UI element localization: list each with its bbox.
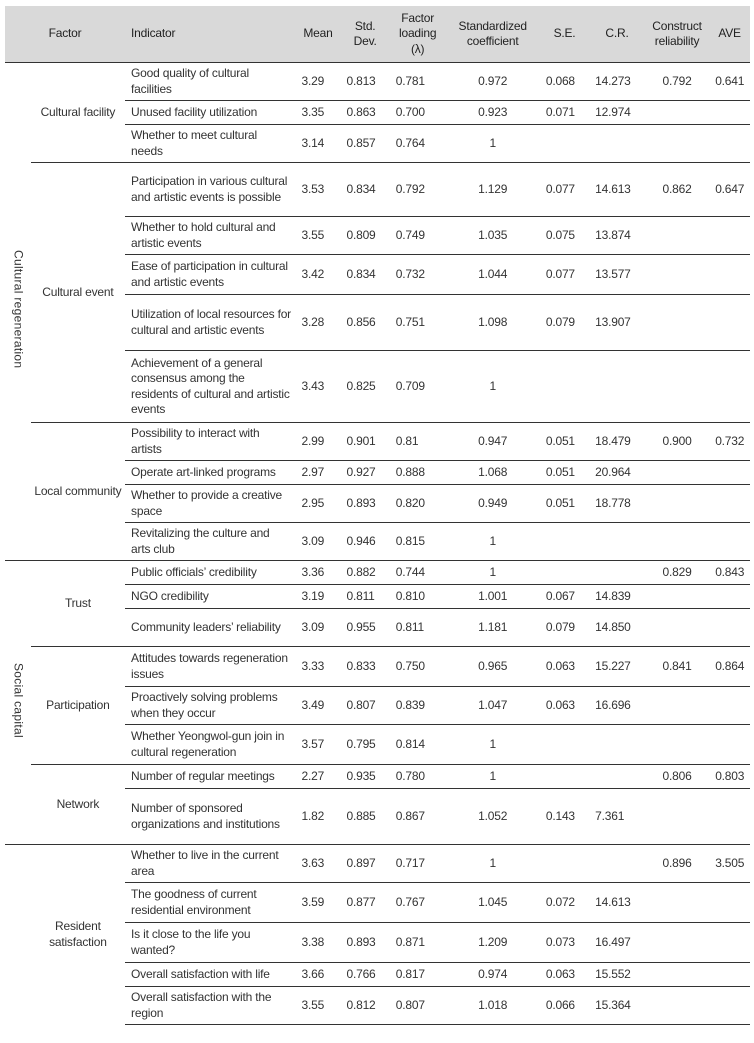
standardized-coefficient-value: 1.181 — [446, 609, 540, 647]
std-dev-value: 0.834 — [341, 255, 390, 295]
header-factor-loading — [390, 6, 446, 63]
header-se-label: S.E. — [553, 26, 576, 41]
std-dev-value: 0.885 — [341, 789, 390, 845]
factor-loading-value: 0.744 — [390, 561, 446, 585]
table-body — [5, 63, 750, 1025]
standardized-coefficient-value: 0.949 — [446, 485, 540, 523]
factor-loading-value: 0.792 — [390, 163, 446, 217]
std-dev-value: 0.893 — [341, 485, 390, 523]
standardized-coefficient-value: 1.047 — [446, 687, 540, 725]
ave-value — [709, 485, 750, 523]
construct-reliability-value — [645, 295, 709, 351]
table-row — [5, 765, 750, 789]
indicator-cell: Whether to hold cultural and artistic events — [125, 217, 295, 255]
se-value — [540, 845, 589, 883]
indicator-cell: Number of sponsored organizations and institutions — [125, 789, 295, 845]
indicator-cell: Attitudes towards regeneration issues — [125, 647, 295, 687]
factor-loading-value: 0.871 — [390, 923, 446, 963]
header-ave-label: AVE — [718, 26, 741, 41]
indicator-cell: Is it close to the life you wanted? — [125, 923, 295, 963]
indicator-cell: Good quality of cultural facilities — [125, 63, 295, 101]
construct-reliability-value: 0.829 — [645, 561, 709, 585]
factor-loading-value: 0.888 — [390, 461, 446, 485]
cr-value — [589, 125, 645, 163]
construct-reliability-value — [645, 963, 709, 987]
std-dev-value: 0.833 — [341, 647, 390, 687]
cr-value: 14.850 — [589, 609, 645, 647]
construct-reliability-value — [645, 987, 709, 1025]
cr-value: 18.778 — [589, 485, 645, 523]
factor-loading-value: 0.807 — [390, 987, 446, 1025]
se-value: 0.063 — [540, 687, 589, 725]
mean-value: 3.43 — [295, 351, 340, 423]
ave-value — [709, 585, 750, 609]
construct-reliability-value — [645, 609, 709, 647]
cr-value: 15.364 — [589, 987, 645, 1025]
se-value: 0.063 — [540, 963, 589, 987]
construct-reliability-value: 0.841 — [645, 647, 709, 687]
cr-value — [589, 561, 645, 585]
mean-value: 3.49 — [295, 687, 340, 725]
indicator-cell: Overall satisfaction with life — [125, 963, 295, 987]
ave-value — [709, 255, 750, 295]
cr-value: 12.974 — [589, 101, 645, 125]
cr-value: 15.227 — [589, 647, 645, 687]
ave-value — [709, 883, 750, 923]
table-row — [5, 163, 750, 217]
group-label: Cultural regeneration — [11, 250, 26, 369]
mean-value: 3.35 — [295, 101, 340, 125]
factor-loading-value: 0.820 — [390, 485, 446, 523]
ave-value — [709, 295, 750, 351]
ave-value — [709, 963, 750, 987]
standardized-coefficient-value: 1 — [446, 523, 540, 561]
header-std-dev-line1: Std. — [354, 18, 376, 33]
ave-value — [709, 101, 750, 125]
construct-reliability-value — [645, 101, 709, 125]
factor-loading-value: 0.839 — [390, 687, 446, 725]
construct-reliability-value: 0.806 — [645, 765, 709, 789]
standardized-coefficient-value: 1 — [446, 845, 540, 883]
se-value: 0.071 — [540, 101, 589, 125]
se-value: 0.073 — [540, 923, 589, 963]
indicator-cell: Community leaders’ reliability — [125, 609, 295, 647]
indicator-cell: The goodness of current residential environment — [125, 883, 295, 923]
mean-value: 3.53 — [295, 163, 340, 217]
indicator-cell: Number of regular meetings — [125, 765, 295, 789]
indicator-cell: Whether to provide a creative space — [125, 485, 295, 523]
header-loading-line3: (λ) — [410, 41, 425, 56]
standardized-coefficient-value: 0.974 — [446, 963, 540, 987]
se-value: 0.077 — [540, 255, 589, 295]
header-row — [5, 6, 750, 63]
se-value: 0.066 — [540, 987, 589, 1025]
indicator-cell: Whether to meet cultural needs — [125, 125, 295, 163]
std-dev-value: 0.877 — [341, 883, 390, 923]
ave-value — [709, 725, 750, 765]
header-std-dev-line2: Dev. — [353, 34, 377, 48]
factor-label: Resident satisfaction — [31, 845, 125, 1025]
construct-reliability-value — [645, 923, 709, 963]
se-value: 0.063 — [540, 647, 589, 687]
std-dev-value: 0.946 — [341, 523, 390, 561]
std-dev-value: 0.882 — [341, 561, 390, 585]
mean-value: 3.66 — [295, 963, 340, 987]
header-indicator — [125, 6, 295, 63]
mean-value: 3.33 — [295, 647, 340, 687]
std-dev-value: 0.825 — [341, 351, 390, 423]
construct-reliability-value — [645, 585, 709, 609]
indicator-cell: Ease of participation in cultural and artistic events — [125, 255, 295, 295]
cr-value: 15.552 — [589, 963, 645, 987]
std-dev-value: 0.809 — [341, 217, 390, 255]
construct-reliability-value — [645, 687, 709, 725]
standardized-coefficient-value: 1 — [446, 725, 540, 765]
cr-value: 20.964 — [589, 461, 645, 485]
table-row — [5, 423, 750, 461]
se-value: 0.051 — [540, 485, 589, 523]
construct-reliability-value: 0.862 — [645, 163, 709, 217]
header-construct-line1: Construct — [652, 18, 702, 33]
standardized-coefficient-value: 1.018 — [446, 987, 540, 1025]
mean-value: 2.97 — [295, 461, 340, 485]
std-dev-value: 0.927 — [341, 461, 390, 485]
factor-label: Local community — [31, 423, 125, 561]
ave-value — [709, 923, 750, 963]
ave-value: 0.843 — [709, 561, 750, 585]
mean-value: 3.63 — [295, 845, 340, 883]
indicator-cell: Public officials’ credibility — [125, 561, 295, 585]
cr-value: 13.577 — [589, 255, 645, 295]
ave-value: 0.803 — [709, 765, 750, 789]
std-dev-value: 0.795 — [341, 725, 390, 765]
se-value — [540, 125, 589, 163]
table-row — [5, 561, 750, 585]
std-dev-value: 0.857 — [341, 125, 390, 163]
factor-label: Network — [31, 765, 125, 845]
mean-value: 3.38 — [295, 923, 340, 963]
ave-value — [709, 351, 750, 423]
cr-value: 7.361 — [589, 789, 645, 845]
cr-value: 18.479 — [589, 423, 645, 461]
table-row — [5, 647, 750, 687]
ave-value: 0.864 — [709, 647, 750, 687]
standardized-coefficient-value: 1.098 — [446, 295, 540, 351]
standardized-coefficient-value: 1.035 — [446, 217, 540, 255]
standardized-coefficient-value: 1 — [446, 765, 540, 789]
standardized-coefficient-value: 0.972 — [446, 63, 540, 101]
factor-label: Cultural facility — [31, 63, 125, 163]
header-std-dev — [341, 6, 390, 63]
mean-value: 3.55 — [295, 217, 340, 255]
construct-reliability-value: 0.792 — [645, 63, 709, 101]
table-header — [5, 6, 750, 63]
group-label-cell — [5, 561, 31, 845]
se-value: 0.079 — [540, 295, 589, 351]
construct-reliability-value — [645, 255, 709, 295]
standardized-coefficient-value: 0.947 — [446, 423, 540, 461]
indicator-cell: Overall satisfaction with the region — [125, 987, 295, 1025]
factor-loading-value: 0.750 — [390, 647, 446, 687]
se-value — [540, 725, 589, 765]
std-dev-value: 0.856 — [341, 295, 390, 351]
construct-reliability-value — [645, 125, 709, 163]
header-standardized-coefficient — [446, 6, 540, 63]
header-factor-label: Factor — [48, 26, 82, 41]
mean-value: 3.19 — [295, 585, 340, 609]
cr-value: 14.613 — [589, 883, 645, 923]
construct-reliability-value: 0.900 — [645, 423, 709, 461]
std-dev-value: 0.863 — [341, 101, 390, 125]
se-value: 0.079 — [540, 609, 589, 647]
construct-reliability-value — [645, 351, 709, 423]
group-label: Social capital — [11, 662, 26, 738]
cr-value: 16.696 — [589, 687, 645, 725]
standardized-coefficient-value: 1.045 — [446, 883, 540, 923]
factor-loading-value: 0.814 — [390, 725, 446, 765]
header-coef-line2: coefficient — [466, 34, 519, 48]
group-label-cell — [5, 63, 31, 561]
ave-value — [709, 687, 750, 725]
ave-value: 0.732 — [709, 423, 750, 461]
factor-loading-value: 0.780 — [390, 765, 446, 789]
table-row — [5, 845, 750, 883]
ave-value: 0.641 — [709, 63, 750, 101]
cr-value: 16.497 — [589, 923, 645, 963]
mean-value: 3.59 — [295, 883, 340, 923]
mean-value: 1.82 — [295, 789, 340, 845]
group-label-cell — [5, 845, 31, 1025]
indicator-cell: Achievement of a general consensus among the residents of cultural and artistic events — [125, 351, 295, 423]
factor-loading-value: 0.749 — [390, 217, 446, 255]
header-mean — [295, 6, 340, 63]
cr-value — [589, 351, 645, 423]
se-value: 0.072 — [540, 883, 589, 923]
std-dev-value: 0.813 — [341, 63, 390, 101]
header-construct-reliability — [645, 6, 709, 63]
standardized-coefficient-value: 0.965 — [446, 647, 540, 687]
standardized-coefficient-value: 0.923 — [446, 101, 540, 125]
factor-loading-value: 0.767 — [390, 883, 446, 923]
mean-value: 2.99 — [295, 423, 340, 461]
ave-value — [709, 789, 750, 845]
standardized-coefficient-value: 1.209 — [446, 923, 540, 963]
standardized-coefficient-value: 1.001 — [446, 585, 540, 609]
standardized-coefficient-value: 1 — [446, 351, 540, 423]
header-coef-line1: Standardized — [458, 18, 527, 33]
factor-loading-value: 0.815 — [390, 523, 446, 561]
header-se — [540, 6, 589, 63]
ave-value: 0.647 — [709, 163, 750, 217]
cr-value — [589, 765, 645, 789]
factor-loading-value: 0.781 — [390, 63, 446, 101]
ave-value — [709, 523, 750, 561]
mean-value: 3.09 — [295, 523, 340, 561]
cr-value: 13.874 — [589, 217, 645, 255]
se-value — [540, 523, 589, 561]
cr-value: 13.907 — [589, 295, 645, 351]
standardized-coefficient-value: 1.129 — [446, 163, 540, 217]
standardized-coefficient-value: 1.044 — [446, 255, 540, 295]
se-value — [540, 765, 589, 789]
header-cr-label: C.R. — [605, 26, 629, 41]
ave-value — [709, 987, 750, 1025]
std-dev-value: 0.935 — [341, 765, 390, 789]
factor-label: Participation — [31, 647, 125, 765]
se-value: 0.067 — [540, 585, 589, 609]
factor-loading-value: 0.867 — [390, 789, 446, 845]
factor-loading-value: 0.817 — [390, 963, 446, 987]
construct-reliability-value — [645, 883, 709, 923]
header-loading-line2: loading — [399, 26, 437, 41]
se-value — [540, 351, 589, 423]
mean-value: 3.09 — [295, 609, 340, 647]
mean-value: 2.27 — [295, 765, 340, 789]
cr-value — [589, 523, 645, 561]
factor-loading-value: 0.810 — [390, 585, 446, 609]
std-dev-value: 0.811 — [341, 585, 390, 609]
header-ave — [709, 6, 750, 63]
se-value — [540, 561, 589, 585]
header-loading-line1: Factor — [401, 10, 435, 25]
construct-reliability-value — [645, 217, 709, 255]
se-value: 0.051 — [540, 423, 589, 461]
factor-loading-value: 0.732 — [390, 255, 446, 295]
se-value: 0.143 — [540, 789, 589, 845]
std-dev-value: 0.897 — [341, 845, 390, 883]
mean-value: 2.95 — [295, 485, 340, 523]
standardized-coefficient-value: 1 — [446, 125, 540, 163]
factor-loading-value: 0.81 — [390, 423, 446, 461]
factor-loading-value: 0.717 — [390, 845, 446, 883]
std-dev-value: 0.901 — [341, 423, 390, 461]
std-dev-value: 0.955 — [341, 609, 390, 647]
ave-value — [709, 461, 750, 485]
se-value: 0.077 — [540, 163, 589, 217]
std-dev-value: 0.766 — [341, 963, 390, 987]
mean-value: 3.14 — [295, 125, 340, 163]
header-factor — [5, 6, 125, 63]
factor-loading-value: 0.700 — [390, 101, 446, 125]
cr-value — [589, 845, 645, 883]
indicator-cell: Utilization of local resources for cultural and artistic events — [125, 295, 295, 351]
mean-value: 3.42 — [295, 255, 340, 295]
mean-value: 3.36 — [295, 561, 340, 585]
indicator-cell: Revitalizing the culture and arts club — [125, 523, 295, 561]
factor-loading-value: 0.751 — [390, 295, 446, 351]
std-dev-value: 0.893 — [341, 923, 390, 963]
standardized-coefficient-value: 1.068 — [446, 461, 540, 485]
construct-reliability-value: 0.896 — [645, 845, 709, 883]
mean-value: 3.57 — [295, 725, 340, 765]
indicator-cell: Participation in various cultural and artistic events is possible — [125, 163, 295, 217]
std-dev-value: 0.812 — [341, 987, 390, 1025]
header-construct-line2: reliability — [654, 34, 700, 48]
mean-value: 3.28 — [295, 295, 340, 351]
indicator-cell: Whether to live in the current area — [125, 845, 295, 883]
standardized-coefficient-value: 1.052 — [446, 789, 540, 845]
se-value: 0.068 — [540, 63, 589, 101]
ave-value — [709, 217, 750, 255]
indicator-cell: Unused facility utilization — [125, 101, 295, 125]
factor-loading-value: 0.764 — [390, 125, 446, 163]
indicator-cell: Operate art-linked programs — [125, 461, 295, 485]
header-mean-label: Mean — [303, 26, 333, 41]
se-value: 0.075 — [540, 217, 589, 255]
construct-reliability-value — [645, 789, 709, 845]
table-row — [5, 63, 750, 101]
indicator-cell: Possibility to interact with artists — [125, 423, 295, 461]
cr-value — [589, 725, 645, 765]
standardized-coefficient-value: 1 — [446, 561, 540, 585]
indicator-cell: Proactively solving problems when they occur — [125, 687, 295, 725]
factor-label: Cultural event — [31, 163, 125, 423]
construct-reliability-value — [645, 523, 709, 561]
factor-loading-value: 0.709 — [390, 351, 446, 423]
ave-value — [709, 125, 750, 163]
indicator-cell: Whether Yeongwol-gun join in cultural regeneration — [125, 725, 295, 765]
factor-analysis-table — [5, 6, 750, 1025]
factor-loading-value: 0.811 — [390, 609, 446, 647]
factor-label: Trust — [31, 561, 125, 647]
mean-value: 3.29 — [295, 63, 340, 101]
cr-value: 14.273 — [589, 63, 645, 101]
header-cr — [589, 6, 645, 63]
construct-reliability-value — [645, 461, 709, 485]
ave-value — [709, 609, 750, 647]
indicator-cell: NGO credibility — [125, 585, 295, 609]
cr-value: 14.839 — [589, 585, 645, 609]
mean-value: 3.55 — [295, 987, 340, 1025]
construct-reliability-value — [645, 725, 709, 765]
std-dev-value: 0.807 — [341, 687, 390, 725]
se-value: 0.051 — [540, 461, 589, 485]
ave-value: 3.505 — [709, 845, 750, 883]
cr-value: 14.613 — [589, 163, 645, 217]
std-dev-value: 0.834 — [341, 163, 390, 217]
construct-reliability-value — [645, 485, 709, 523]
header-indicator-label: Indicator — [131, 26, 176, 41]
